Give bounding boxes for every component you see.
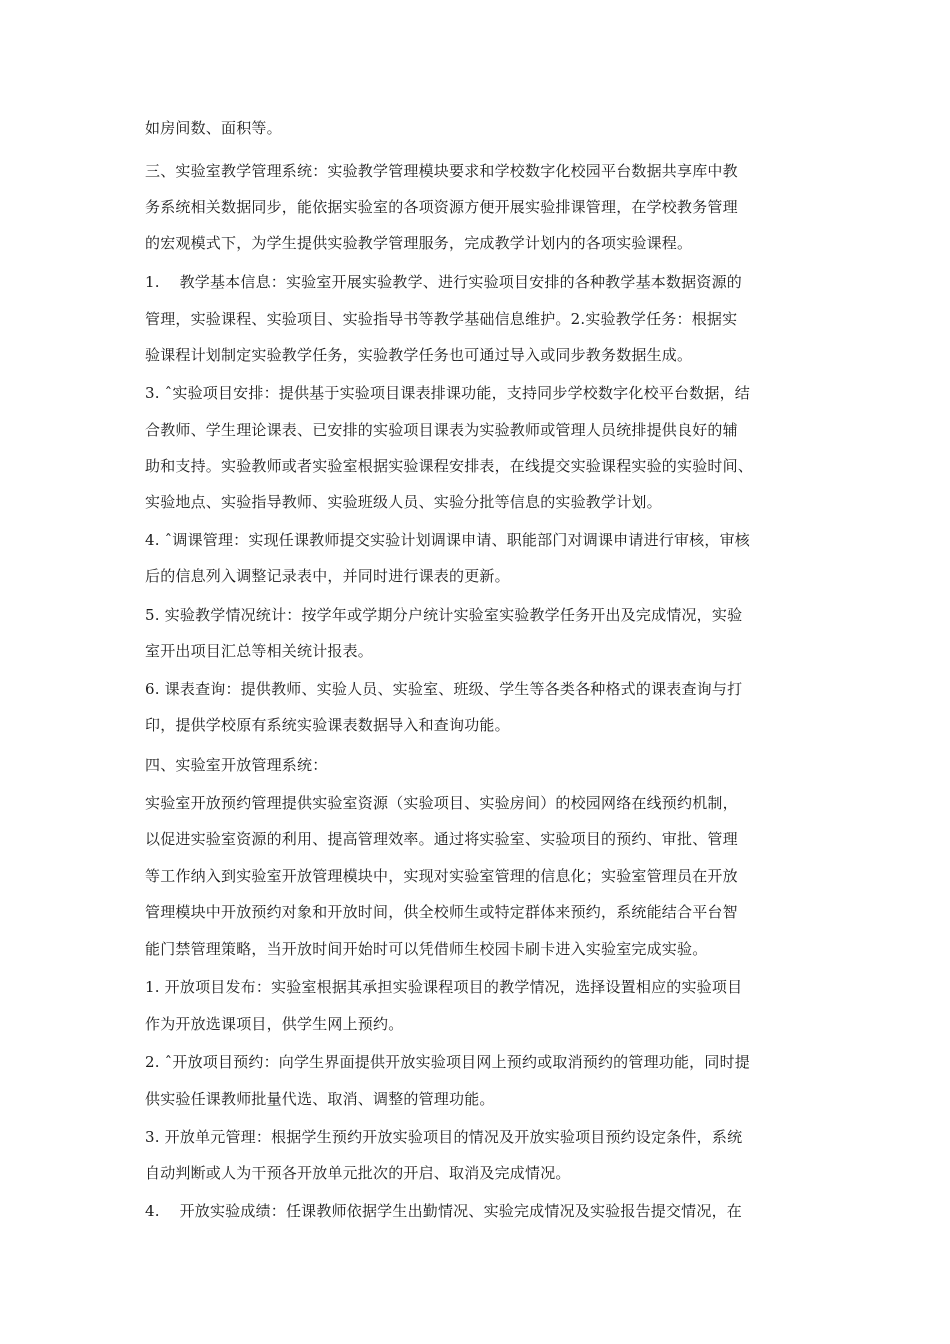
text-line: 管理，实验课程、实验项目、实验指导书等教学基础信息维护。2.实验教学任务：根据实	[145, 310, 738, 328]
text-line: 实验室开放预约管理提供实验室资源（实验项目、实验房间）的校园网络在线预约机制，	[145, 794, 738, 812]
text-line: 如房间数、面积等。	[145, 119, 282, 137]
text-line: 作为开放选课项目，供学生网上预约。	[145, 1015, 404, 1033]
text-line: 后的信息列入调整记录表中，并同时进行课表的更新。	[145, 567, 510, 585]
section-heading: 三、实验室教学管理系统：实验教学管理模块要求和学校数字化校园平台数据共享库中教	[145, 162, 738, 180]
text-line: 合教师、学生理论课表、已安排的实验项目课表为实验教师或管理人员统排提供良好的辅	[145, 421, 738, 439]
list-item: 4. 开放实验成绩：任课教师依据学生出勤情况、实验完成情况及实验报告提交情况，在	[145, 1202, 742, 1220]
list-item: 1. 教学基本信息：实验室开展实验教学、进行实验项目安排的各种教学基本数据资源的	[145, 273, 742, 291]
text-line: 验课程计划制定实验教学任务，实验教学任务也可通过导入或同步教务数据生成。	[145, 346, 693, 364]
text-line: 等工作纳入到实验室开放管理模块中，实现对实验室管理的信息化；实验室管理员在开放	[145, 867, 738, 885]
list-item: 5. 实验教学情况统计：按学年或学期分户统计实验室实验教学任务开出及完成情况，实验	[145, 606, 743, 624]
list-item: 3. ˆ实验项目安排：提供基于实验项目课表排课功能，支持同步学校数字化校平台数据，结	[145, 384, 750, 402]
text-line: 以促进实验室资源的利用、提高管理效率。通过将实验室、实验项目的预约、审批、管理	[145, 830, 738, 848]
list-item: 2. ˆ开放项目预约：向学生界面提供开放实验项目网上预约或取消预约的管理功能，同时提	[145, 1053, 750, 1071]
text-line: 的宏观模式下，为学生提供实验教学管理服务，完成教学计划内的各项实验课程。	[145, 234, 693, 252]
list-item: 6. 课表查询：提供教师、实验人员、实验室、班级、学生等各类各种格式的课表查询与打	[145, 680, 743, 698]
list-item: 1. 开放项目发布：实验室根据其承担实验课程项目的教学情况，选择设置相应的实验项目	[145, 978, 743, 996]
list-item: 3. 开放单元管理：根据学生预约开放实验项目的情况及开放实验项目预约设定条件，系统	[145, 1128, 743, 1146]
text-line: 实验地点、实验指导教师、实验班级人员、实验分批等信息的实验教学计划。	[145, 493, 662, 511]
text-line: 供实验任课教师批量代选、取消、调整的管理功能。	[145, 1090, 495, 1108]
text-line: 室开出项目汇总等相关统计报表。	[145, 642, 374, 660]
list-item: 4. ˆ调课管理：实现任课教师提交实验计划调课申请、职能部门对调课申请进行审核，审核	[145, 531, 750, 549]
text-line: 管理模块中开放预约对象和开放时间，供全校师生或特定群体来预约，系统能结合平台智	[145, 903, 738, 921]
text-line: 务系统相关数据同步，能依据实验室的各项资源方便开展实验排课管理，在学校教务管理	[145, 198, 738, 216]
text-line: 助和支持。实验教师或者实验室根据实验课程安排表，在线提交实验课程实验的实验时间、	[145, 457, 754, 475]
text-line: 能门禁管理策略，当开放时间开始时可以凭借师生校园卡刷卡进入实验室完成实验。	[145, 940, 708, 958]
text-line: 印，提供学校原有系统实验课表数据导入和查询功能。	[145, 716, 510, 734]
text-line: 自动判断或人为干预各开放单元批次的开启、取消及完成情况。	[145, 1164, 571, 1182]
section-heading: 四、实验室开放管理系统：	[145, 756, 328, 774]
